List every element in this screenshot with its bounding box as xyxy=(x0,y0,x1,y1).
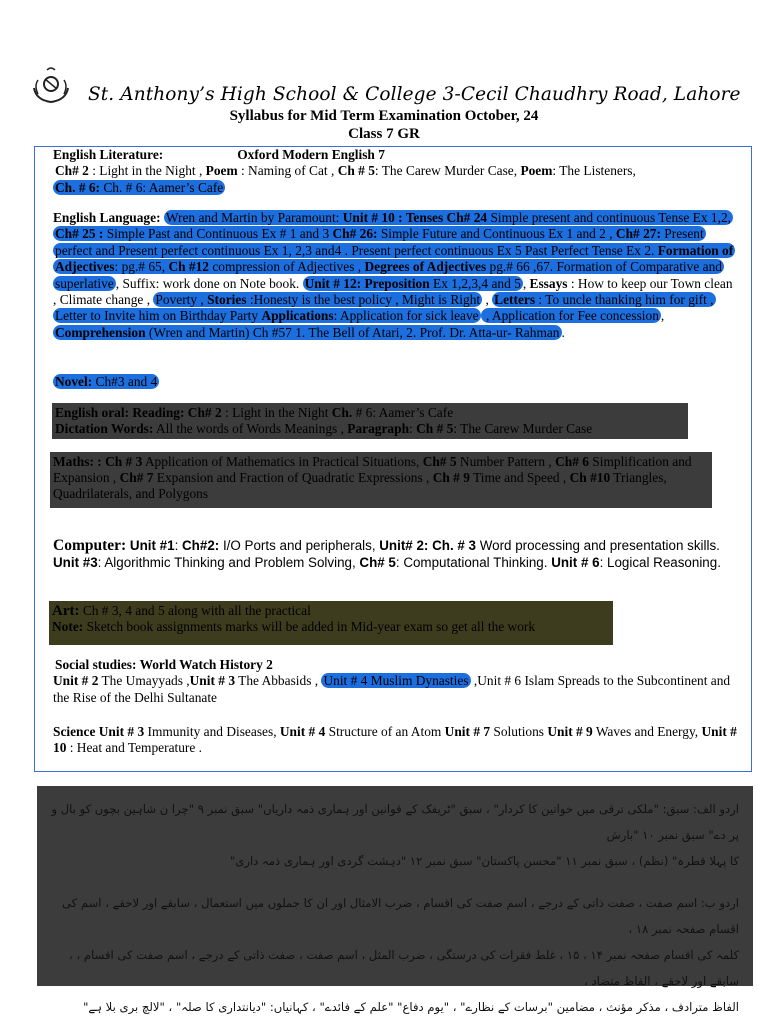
school-name: St. Anthony’s High School & College 3-Cecil Chaudhry Road, Lahore xyxy=(88,84,741,105)
english-oral-section: English oral: Reading: Ch# 2 : Light in the Night Ch. # 6: Aamer’s Cafe Dictation Words: All the words of Words Meanings , Paragraph: Ch # 5: The Carew Murder Case xyxy=(52,403,688,439)
lit-label: English Literature: xyxy=(53,147,164,162)
urdu-a-line-1: اردو الف: سبق: "ملکی ترقی میں خواتین کا کردار" ، سبق "ٹریفک کے قوانین اور ہماری ذمہ داریاں" سبق نمبر ۹ "چرا ن شاہین بچوں کو بال و پر دے" سبق نمبر ۱۰ "بارش xyxy=(51,802,739,842)
urdu-b-line-1: اردو ب: اسم صفت ، صفت ذاتی کے درجے ، اسم صفت کی اقسام ، ضرب الامثال اور ان کا جملوں میں استعمال ، سابقے اور لاحقے ، اسم کی اقسام صفحہ نمبر ۱۸ ، xyxy=(62,896,739,936)
computer-section: Computer: Unit #1: Ch#2: I/O Ports and peripherals, Unit# 2: Ch. # 3 Word processing and presentation skills. Unit #3: Algorithmic Thinking and Problem Solving, Ch# 5: Computational Thinking. Unit # 6: Logical Reasoning. xyxy=(53,537,721,570)
urdu-b-line-2: کلمہ کی اقسام صفحہ نمبر ۱۴ ، ۱۵ ، غلط فقرات کی درستگی ، ضرب المثل ، اسم صفت ، صفت ذاتی کے درجے ، اسم صفت کی اقسام ، ، سابقے اور لاحقے ، الفاظ متضاد ، xyxy=(69,948,739,988)
maths-section: Maths: : Ch # 3 Application of Mathematics in Practical Situations, Ch# 5 Number Pattern , Ch# 6 Simplification and Expansion , Ch# 7 Expansion and Fraction of Quadratic Expressions , Ch # 9 Time and Speed , Ch #10 Triangles, Quadrilaterals, and Polygons xyxy=(50,452,712,508)
novel-section: Novel: Ch#3 and 4 xyxy=(55,374,158,389)
english-language-section: English Language: Wren and Martin by Paramount: Unit # 10 : Tenses Ch# 24 Simple present and continuous Tense Ex 1,2, Ch# 25 : Simple Past and Continuous Ex # 1 and 3 Ch# 26: Simple Future and Continuous Ex 1 and 2 , Ch# 27: Present perfect and Present perfect continuous Ex 1, 2,3 and4 . Present perfect continuous Ex 5 Past Perfect Tense Ex 2. Formation of Adjectives: pg.# 65, Ch #12 compression of Adjectives , Degrees of Adjectives pg.# 66 ,67. Formation of Comparative and superlative , Suffix: work done on Note book. Unit # 12: Preposition Ex 1,2,3,4 and 5 , Essays : How to keep our Town clean , Climate change , Poverty , Stories :Honesty is the best policy , Might is Right , Letters : To uncle thanking him for gift , Letter to Invite him on Birthday Party Applications: Application for sick leave , Application for Fee concession , Comprehension (Wren and Martin) Ch #57 1. The Bell of Atari, 2. Prof. Dr. Atta-ur- Rahman . xyxy=(53,210,734,340)
lit-book: Oxford Modern English 7 xyxy=(237,147,385,162)
school-crest-icon xyxy=(26,64,76,108)
class-label: Class 7 GR xyxy=(348,126,420,142)
lit-chapter-6: Ch. # 6: Ch. # 6: Aamer’s Cafe xyxy=(55,179,224,195)
urdu-a-line-2: کا پہلا قطرہ" (نظم) ، سبق نمبر ۱۱ "محسن پاکستان" سبق نمبر ۱۲ "دہشت گردی اور ہماری ذمہ داری" xyxy=(229,854,739,868)
social-studies-section: Social studies: World Watch History 2 Unit # 2 The Umayyads ,Unit # 3 The Abbasids , Unit # 4 Muslim Dynasties ,Unit # 6 Islam Spreads to the Subcontinent and the Rise of the Delhi Sultanate xyxy=(53,657,731,705)
english-literature-section: English Literature: Oxford Modern English 7 Ch# 2 : Light in the Night , Poem : Naming of Cat , Ch # 5: The Carew Murder Case, Poem: The Listeners, Ch. # 6: Ch. # 6: Aamer’s Cafe xyxy=(53,147,636,195)
syllabus-title: Syllabus for Mid Term Examination October, 24 xyxy=(229,108,539,124)
social-title: Social studies: World Watch History 2 xyxy=(55,657,273,672)
urdu-b-line-3: الفاظ مترادف ، مذکر مؤنث ، مضامین "برسات کے نظارے" ، "یوم دفاع" "علم کے فائدے" ، کہانیاں: "دیانتداری کا صلہ" ، "لالچ بری بلا ہے" xyxy=(83,1000,739,1014)
art-section: Art: Ch # 3, 4 and 5 along with all the practical Note: Sketch book assignments marks will be added in Mid-year exam so get all the work xyxy=(49,601,613,645)
urdu-section xyxy=(37,786,753,1014)
science-section: Science Unit # 3 Immunity and Diseases, Unit # 4 Structure of an Atom Unit # 7 Solutions Unit # 9 Waves and Energy, Unit # 10 : Heat and Temperature . xyxy=(53,724,737,756)
